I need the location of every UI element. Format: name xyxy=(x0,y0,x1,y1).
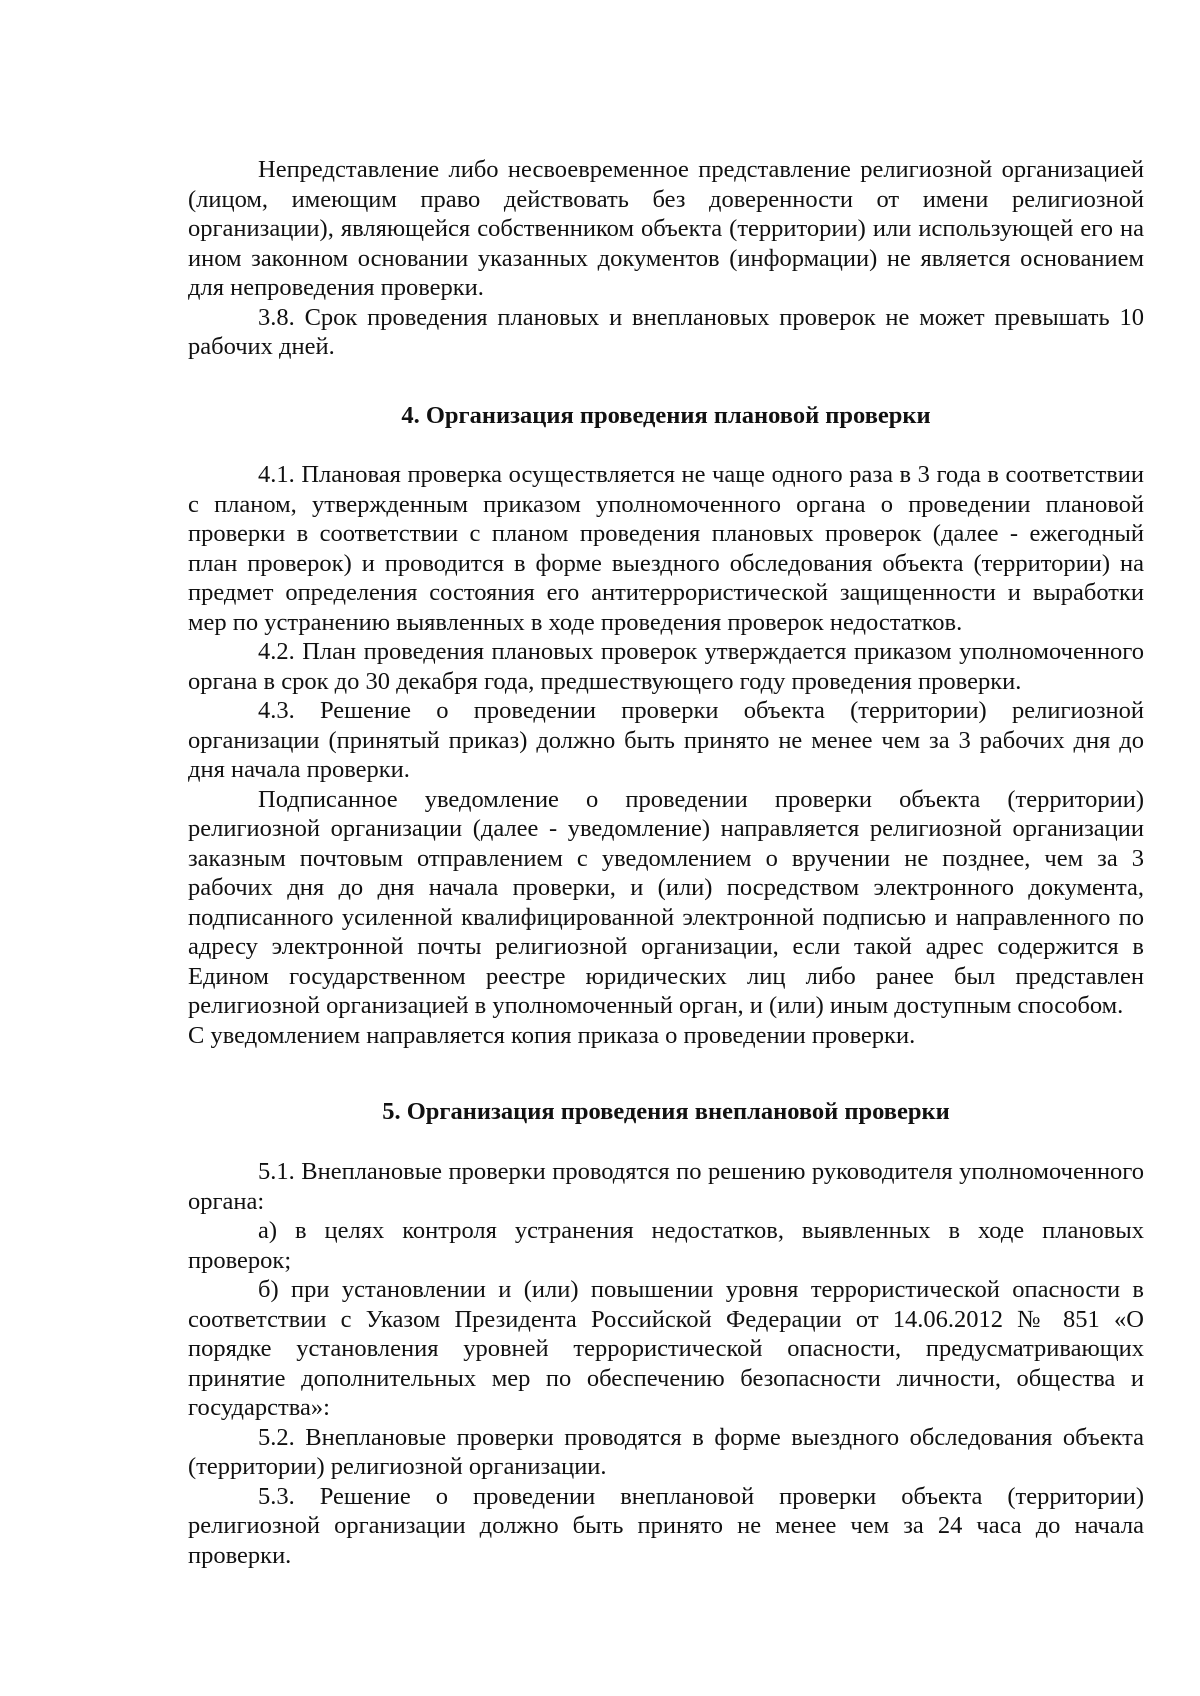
paragraph-5-2: 5.2. Внеплановые проверки проводятся в форме выездного обследования объекта (территории) религиозной организации. xyxy=(188,1423,1144,1480)
section-4-heading: 4. Организация проведения плановой проверки xyxy=(401,402,931,429)
paragraph-4-3: 4.3. Решение о проведении проверки объекта (территории) религиозной организации (принятый приказ) должно быть принято не менее чем за 3 рабочих дня до дня начала проверки. xyxy=(188,697,1144,783)
section-5-heading: 5. Организация проведения внеплановой проверки xyxy=(382,1098,950,1125)
paragraph-notification: Подписанное уведомление о проведении проверки объекта (территории) религиозной организации (далее - уведомление) направляется религиозной организации заказным почтовым отправлением с уведомлением о вручении не позднее, чем за 3 рабочих дня до дня начала проверки, и (или) посредством электронного документа, подписанного усиленной квалифицированной электронной подписью и направленного по адресу электронной почты религиозной организации, если такой адрес содержится в Едином государственном реестре юридических лиц либо ранее был представлен религиозной организацией в уполномоченный орган, и (или) иным доступным способом. xyxy=(188,785,1144,1019)
section-5-heading-block xyxy=(188,1097,1144,1127)
section-5-body xyxy=(188,1157,1144,1570)
paragraph-3-8: 3.8. Срок проведения плановых и внеплановых проверок не может превышать 10 рабочих дней. xyxy=(188,303,1144,360)
section-4-heading-block xyxy=(188,401,1144,431)
paragraph-4-1: 4.1. Плановая проверка осуществляется не чаще одного раза в 3 года в соответствии с планом, утвержденным приказом уполномоченного органа о проведении плановой проверки в соответствии с планом проведения плановых проверок (далее - ежегодный план проверок) и проводится в форме выездного обследования объекта (территории) на предмет определения состояния его антитеррористической защищенности и выработки мер по устранению выявленных в ходе проведения проверок недостатков. xyxy=(188,461,1144,636)
section-4-body xyxy=(188,460,1144,1050)
paragraph-order-copy: С уведомлением направляется копия приказа о проведении проверки. xyxy=(188,1021,916,1049)
intro-block xyxy=(188,155,1144,362)
paragraph-5-1-b: б) при установлении и (или) повышении уровня террористической опасности в соответствии с Указом Президента Российской Федерации от 14.06.2012 № 851 «О порядке установления уровней террористической опасности, предусматривающих принятие дополнительных мер по обеспечению безопасности личности, общества и государства»: xyxy=(188,1276,1144,1421)
paragraph-5-1: 5.1. Внеплановые проверки проводятся по решению руководителя уполномоченного органа: xyxy=(188,1158,1144,1215)
paragraph-5-3: 5.3. Решение о проведении внеплановой проверки объекта (территории) религиозной организации должно быть принято не менее чем за 24 часа до начала проверки. xyxy=(188,1482,1144,1569)
paragraph-nonsubmission: Непредставление либо несвоевременное представление религиозной организацией (лицом, имеющим право действовать без доверенности от имени религиозной организации), являющейся собственником объекта (территории) или использующей его на ином законном основании указанных документов (информации) не является основанием для непроведения проверки. xyxy=(188,156,1144,301)
paragraph-4-2: 4.2. План проведения плановых проверок утверждается приказом уполномоченного органа в срок до 30 декабря года, предшествующего году проведения проверки. xyxy=(188,638,1144,695)
paragraph-5-1-a: а) в целях контроля устранения недостатков, выявленных в ходе плановых проверок; xyxy=(188,1217,1144,1274)
